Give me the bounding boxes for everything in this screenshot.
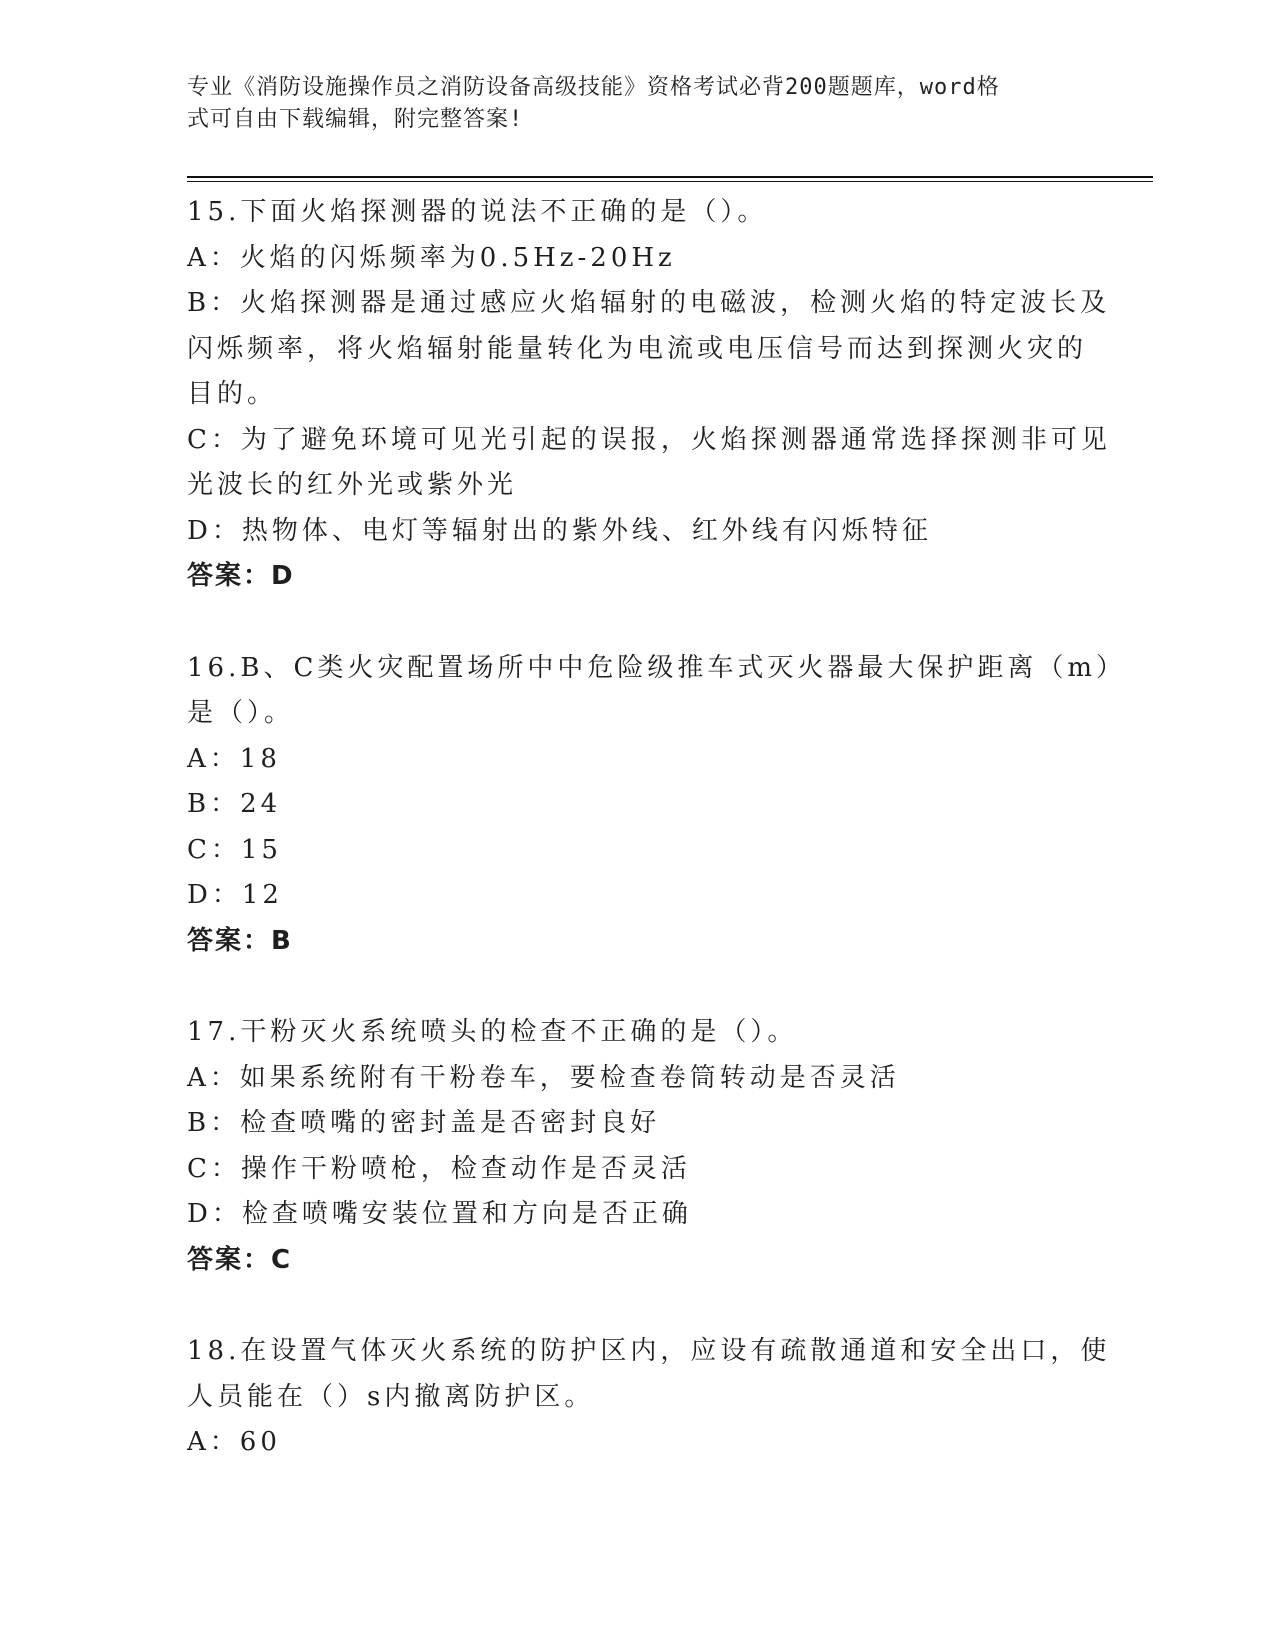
question-text: 15.下面火焰探测器的说法不正确的是（）。 bbox=[187, 197, 768, 227]
header-divider bbox=[187, 181, 1153, 182]
spacer bbox=[187, 600, 1087, 646]
option-b: B：24 bbox=[187, 789, 282, 819]
answer-text: 答案：B bbox=[187, 925, 293, 956]
question-block bbox=[187, 190, 1111, 600]
question-block bbox=[187, 646, 1127, 965]
option-b-continued: 闪烁频率，将火焰辐射能量转化为电流或电压信号而达到探测火灾的 bbox=[187, 333, 1088, 364]
question-block bbox=[187, 1010, 1087, 1283]
option-c: C：15 bbox=[187, 834, 282, 865]
question-list bbox=[187, 190, 1127, 1466]
option-d: D：检查喷嘴安装位置和方向是否正确 bbox=[187, 1199, 692, 1229]
question-text: 16.B、C类火灾配置场所中中危险级推车式灭火器最大保护距离（m） bbox=[187, 652, 1127, 683]
header-line: 专业《消防设施操作员之消防设备高级技能》资格考试必背200题题库，word格 bbox=[187, 75, 1000, 100]
option-a: A：如果系统附有干粉卷车，要检查卷筒转动是否灵活 bbox=[187, 1062, 900, 1093]
option-c-continued: 光波长的红外光或紫外光 bbox=[187, 470, 518, 500]
option-d: D：12 bbox=[187, 880, 283, 910]
question-text: 18.在设置气体灭火系统的防护区内，应设有疏散通道和安全出口，使 bbox=[187, 1336, 1111, 1366]
option-b: B：火焰探测器是通过感应火焰辐射的电磁波，检测火焰的特定波长及 bbox=[187, 288, 1111, 318]
header-line: 式可自由下载编辑，附完整答案! bbox=[187, 107, 524, 132]
option-b: B：检查喷嘴的密封盖是否密封良好 bbox=[187, 1108, 661, 1138]
option-c: C：为了避免环境可见光引起的误报，火焰探测器通常选择探测非可见 bbox=[187, 424, 1111, 455]
document-header bbox=[187, 72, 1067, 136]
header-divider bbox=[187, 176, 1153, 178]
question-text-continued: 人员能在（）s内撤离防护区。 bbox=[187, 1381, 595, 1412]
option-c: C：操作干粉喷枪，检查动作是否灵活 bbox=[187, 1153, 691, 1184]
question-block bbox=[187, 1329, 1111, 1466]
option-a: A：火焰的闪烁频率为0.5Hz-20Hz bbox=[187, 242, 676, 273]
spacer bbox=[187, 1283, 1087, 1329]
option-a: A：18 bbox=[187, 743, 281, 774]
question-text-continued: 是（）。 bbox=[187, 698, 295, 728]
option-a: A：60 bbox=[187, 1427, 281, 1457]
option-d: D：热物体、电灯等辐射出的紫外线、红外线有闪烁特征 bbox=[187, 515, 932, 546]
option-b-continued: 目的。 bbox=[187, 379, 278, 409]
question-text: 17.干粉灭火系统喷头的检查不正确的是（）。 bbox=[187, 1017, 798, 1047]
answer-text: 答案：C bbox=[187, 1244, 293, 1275]
spacer bbox=[187, 964, 1087, 1010]
answer-text: 答案：D bbox=[187, 561, 295, 591]
